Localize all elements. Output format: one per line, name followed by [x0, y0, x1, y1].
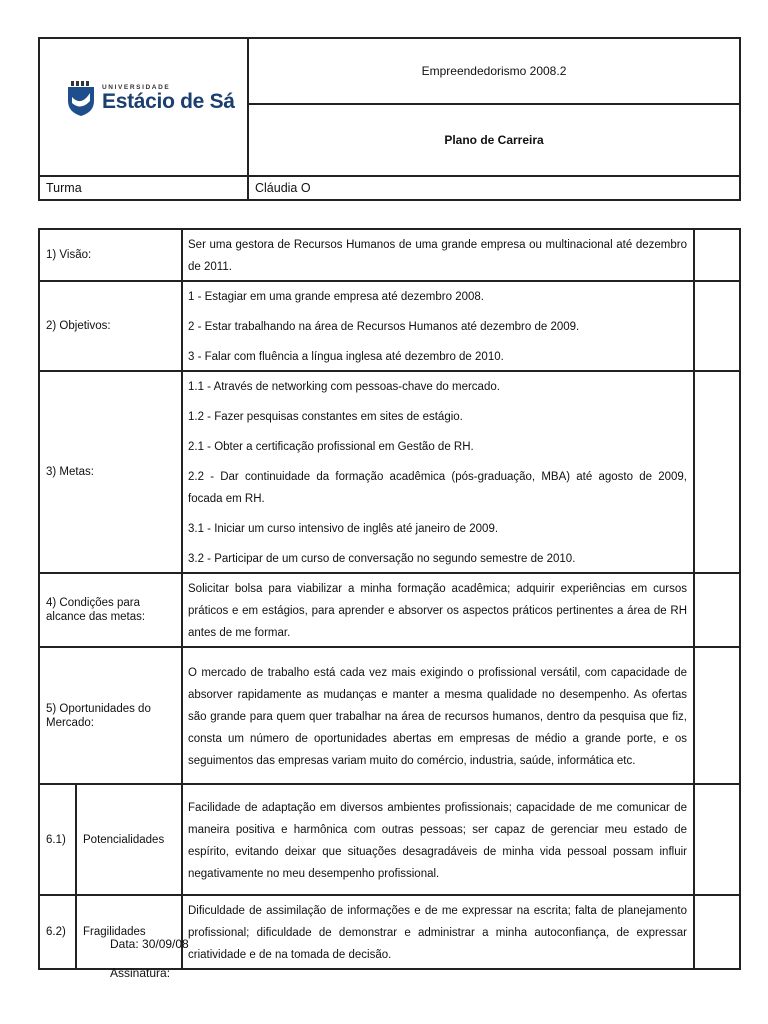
course-title: Empreendedorismo 2008.2 — [248, 38, 740, 104]
plan-title: Plano de Carreira — [248, 104, 740, 176]
career-plan-table — [38, 228, 741, 970]
row-potencialidades — [39, 784, 740, 895]
potencialidades-extra-cell — [694, 784, 740, 895]
potencialidades-text: Facilidade de adaptação em diversos ambientes profissionais; capacidade de me comunicar de maneira positiva e harmônica com outras pessoas; ser capaz de gerenciar meu estado de espírito, evitando deixar que situações desagradáveis de minha vida pessoal possam influir negativamente no meu desempenho profissional. — [182, 784, 694, 895]
potencialidades-number: 6.1) — [39, 784, 76, 895]
row-condicoes — [39, 573, 740, 647]
metas-text — [182, 371, 694, 573]
student-name: Cláudia O — [248, 176, 740, 200]
fragilidades-label: Fragilidades — [76, 895, 182, 969]
logo-big-text: Estácio de Sá — [102, 90, 235, 113]
meta-item: 1.2 - Fazer pesquisas constantes em sites de estágio. — [188, 411, 463, 423]
objetivos-text — [182, 281, 694, 371]
university-logo — [66, 81, 247, 117]
metas-label: 3) Metas: — [39, 371, 182, 573]
row-visao — [39, 229, 740, 281]
row-objetivos — [39, 281, 740, 371]
fragilidades-extra-cell — [694, 895, 740, 969]
potencialidades-label: Potencialidades — [76, 784, 182, 895]
objetivo-item: 2 - Estar trabalhando na área de Recursos Humanos até dezembro de 2009. — [188, 321, 580, 333]
fragilidades-text: Dificuldade de assimilação de informações e de me expressar na escrita; falta de planejamento profissional; dificuldade de demonstrar e administrar a minha autoconfiança, de expressar criatividade e de na tomada de decisão. — [182, 895, 694, 969]
oportunidades-label: 5) Oportunidades do Mercado: — [39, 647, 182, 784]
objetivo-item: 1 - Estagiar em uma grande empresa até dezembro 2008. — [188, 291, 484, 303]
date-field: Data: 30/09/08 — [110, 937, 189, 951]
objetivos-extra-cell — [694, 281, 740, 371]
visao-label: 1) Visão: — [39, 229, 182, 281]
meta-item: 3.1 - Iniciar um curso intensivo de inglês até janeiro de 2009. — [188, 523, 499, 535]
visao-extra-cell — [694, 229, 740, 281]
fragilidades-number: 6.2) — [39, 895, 76, 969]
meta-item: 2.2 - Dar continuidade da formação acadêmica (pós-graduação, MBA) até agosto de 2009, focada em RH. — [188, 471, 687, 505]
row-metas — [39, 371, 740, 573]
oportunidades-text: O mercado de trabalho está cada vez mais exigindo o profissional versátil, com capacidade de absorver rapidamente as mudanças e manter a mesma qualidade no desempenho. As ofertas são grande para quem quer trabalhar na área de recursos humanos, dentro da pesquisa que fiz, consta um número de oportunidades abertas em empresas de médio a grande porte, e os seguimentos das empresas variam muito do comércio, industria, saúde, informática etc. — [182, 647, 694, 784]
objetivos-label: 2) Objetivos: — [39, 281, 182, 371]
visao-text: Ser uma gestora de Recursos Humanos de uma grande empresa ou multinacional até dezembro de 2011. — [182, 229, 694, 281]
row-oportunidades — [39, 647, 740, 784]
logo-cell — [39, 38, 248, 176]
condicoes-label: 4) Condições para alcance das metas: — [39, 573, 182, 647]
signature-field: Assinatura: — [110, 966, 171, 980]
meta-item: 2.1 - Obter a certificação profissional em Gestão de RH. — [188, 441, 474, 453]
condicoes-text: Solicitar bolsa para viabilizar a minha formação acadêmica; adquirir experiências em cursos práticos e em estágios, para aprender e absorver os aspectos práticos pertinentes a área de RH antes de me formar. — [182, 573, 694, 647]
row-fragilidades — [39, 895, 740, 969]
meta-item: 1.1 - Através de networking com pessoas-chave do mercado. — [188, 381, 500, 393]
objetivo-item: 3 - Falar com fluência a língua inglesa até dezembro de 2010. — [188, 351, 504, 363]
turma-label: Turma — [39, 176, 248, 200]
shield-icon — [66, 81, 96, 117]
oportunidades-extra-cell — [694, 647, 740, 784]
meta-item: 3.2 - Participar de um curso de conversação no segundo semestre de 2010. — [188, 553, 576, 565]
condicoes-extra-cell — [694, 573, 740, 647]
metas-extra-cell — [694, 371, 740, 573]
header-table — [38, 37, 741, 201]
logo-small-text: UNIVERSIDADE — [102, 84, 171, 91]
